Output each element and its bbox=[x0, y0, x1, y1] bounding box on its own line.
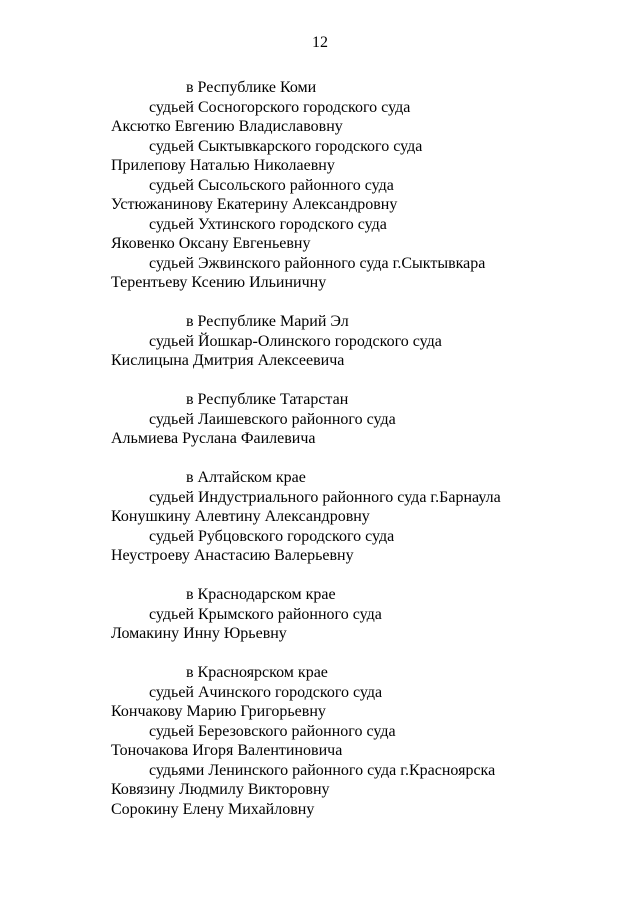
court-line: судьей Крымского районного суда bbox=[149, 605, 382, 623]
region-section bbox=[111, 468, 611, 566]
court-line: судьей Ачинского городского суда bbox=[149, 683, 383, 701]
region-section bbox=[111, 585, 611, 644]
court-line: судьей Сысольского районного суда bbox=[149, 176, 394, 194]
region-heading: в Алтайском крае bbox=[186, 469, 306, 486]
judge-name: Конушкину Алевтину Александровну bbox=[111, 508, 370, 525]
page-number: 12 bbox=[312, 34, 328, 51]
document-body bbox=[111, 78, 611, 819]
court-line: судьей Йошкар-Олинского городского суда bbox=[149, 332, 442, 350]
region-heading: в Республике Коми bbox=[186, 79, 317, 96]
court-line: судьей Рубцовского городского суда bbox=[149, 527, 395, 545]
region-section bbox=[111, 312, 611, 371]
region-heading: в Республике Марий Эл bbox=[186, 313, 349, 330]
region-section bbox=[111, 390, 611, 449]
region-heading: в Республике Татарстан bbox=[186, 391, 349, 408]
region-heading: в Красноярском крае bbox=[186, 664, 328, 681]
court-line: судьей Березовского районного суда bbox=[149, 722, 396, 740]
region-section bbox=[111, 78, 611, 293]
court-line: судьями Ленинского районного суда г.Красноярска bbox=[149, 761, 496, 779]
judge-name: Ковязину Людмилу Викторовну bbox=[111, 781, 330, 798]
judge-name: Тоночакова Игоря Валентиновича bbox=[111, 742, 343, 759]
judge-name: Кончакову Марию Григорьевну bbox=[111, 703, 326, 720]
judge-name: Сорокину Елену Михайловну bbox=[111, 800, 315, 818]
court-line: судьей Сосногорского городского суда bbox=[149, 98, 411, 116]
judge-name: Кислицына Дмитрия Алексеевича bbox=[111, 352, 345, 369]
judge-name: Аксютко Евгению Владиславовну bbox=[111, 118, 343, 135]
court-line: судьей Эжвинского районного суда г.Сыктывкара bbox=[149, 254, 486, 272]
judge-name: Прилепову Наталью Николаевну bbox=[111, 157, 335, 174]
judge-name: Неустроеву Анастасию Валерьевну bbox=[111, 547, 354, 564]
court-line: судьей Лаишевского районного суда bbox=[149, 410, 396, 428]
court-line: судьей Сыктывкарского городского суда bbox=[149, 137, 423, 155]
judge-name: Альмиева Руслана Фаилевича bbox=[111, 430, 316, 447]
judge-name: Устюжанинову Екатерину Александровну bbox=[111, 196, 398, 213]
court-line: судьей Ухтинского городского суда bbox=[149, 215, 387, 233]
court-line: судьей Индустриального районного суда г.Барнаула bbox=[149, 488, 501, 506]
judge-name: Яковенко Оксану Евгеньевну bbox=[111, 235, 311, 252]
region-section bbox=[111, 663, 611, 819]
judge-name: Терентьеву Ксению Ильиничну bbox=[111, 274, 327, 291]
judge-name: Ломакину Инну Юрьевну bbox=[111, 625, 287, 642]
region-heading: в Краснодарском крае bbox=[186, 586, 336, 603]
